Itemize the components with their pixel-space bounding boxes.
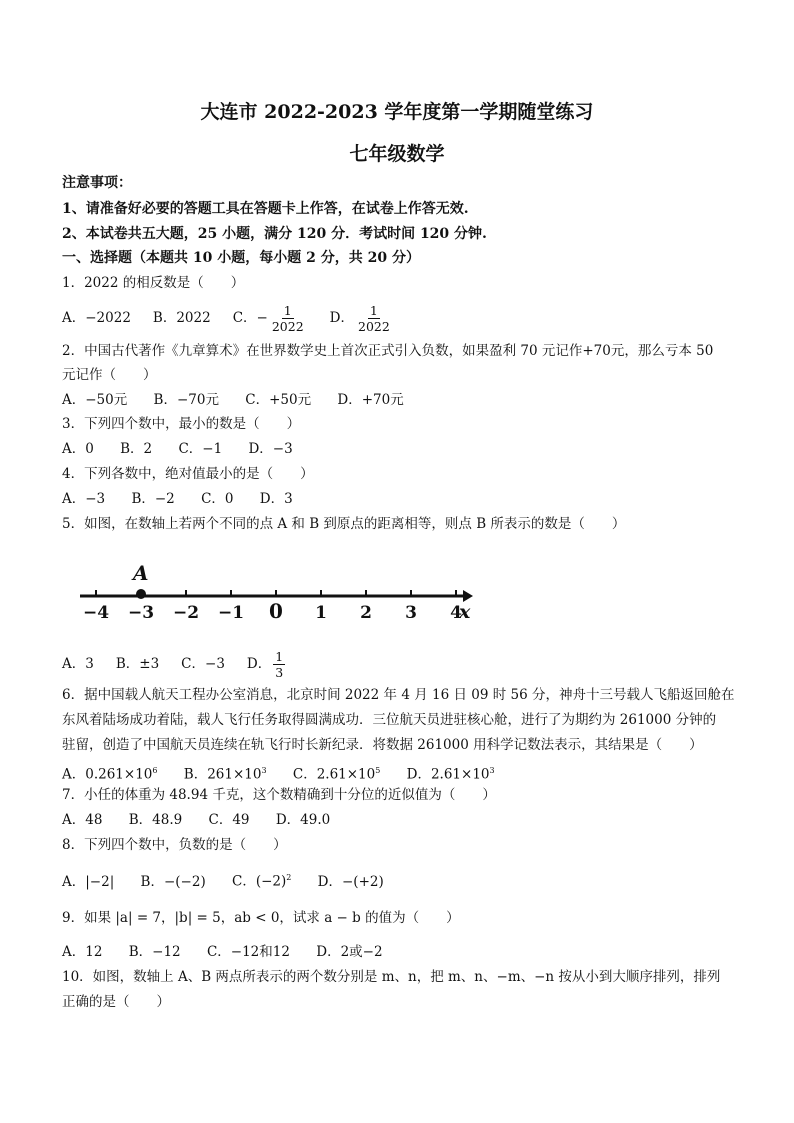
q5-option-d-prefix: D．: [246, 655, 272, 672]
q8-options: [62, 868, 742, 892]
q8-option-a: A．|−2|: [62, 873, 115, 890]
note-2: 2、本试卷共五大题，25 小题，满分 120 分．考试时间 120 分钟.: [62, 226, 487, 242]
q9-stem: 9．如果 |a| = 7，|b| = 5，ab < 0，试求 a − b 的值为（ ）: [62, 910, 460, 926]
q9-option-c: C．−12和12: [206, 944, 290, 960]
q3-options: [62, 439, 742, 459]
q8-option-d: D．−(+2): [317, 873, 384, 890]
q6-option-a: [62, 761, 157, 785]
fraction-denominator: 3: [275, 664, 284, 680]
q1-stem: 1．2022 的相反数是（ ）: [62, 275, 245, 291]
q6-option-b: [184, 761, 267, 785]
q6-option-a-exponent: 6: [152, 766, 158, 775]
q1-option-d-fraction: [356, 303, 392, 334]
q2-stem-line-1: 2．中国古代著作《九章算术》在世界数学史上首次正式引入负数，如果盈利 70 元记作+70元，那么亏本 50: [62, 343, 714, 359]
q5-option-a: A．3: [62, 656, 94, 672]
q1-option-d-prefix: D．: [329, 309, 354, 326]
q6-option-a-base: A．0.261×10: [62, 766, 153, 783]
q9-option-b: B．−12: [128, 944, 181, 960]
q8-option-b: B．−(−2): [140, 873, 206, 890]
q4-option-b: B．−2: [131, 491, 175, 507]
q7-option-a: A．48: [62, 812, 103, 828]
tick-label: 2: [360, 603, 372, 623]
tick-label: −3: [127, 603, 155, 623]
tick-label: −1: [217, 603, 245, 623]
q1-option-b: B．2022: [152, 310, 211, 326]
q6-option-b-exponent: 3: [261, 766, 267, 775]
q7-stem: 7．小任的体重为 48.94 千克，这个数精确到十分位的近似值为（ ）: [62, 787, 496, 803]
q6-option-c-exponent: 5: [375, 766, 381, 775]
q6-option-d: [407, 761, 495, 785]
page-subtitle: 七年级数学: [349, 143, 445, 165]
tick-label: 1: [315, 603, 327, 623]
q7-option-d: D．49.0: [275, 812, 331, 828]
q8-option-c: [232, 868, 291, 892]
q3-option-d: D．−3: [248, 441, 293, 457]
q6-stem-line-3: 驻留，创造了中国航天员连续在轨飞行时长新纪录．将数据 261000 用科学记数法表示，其结果是（ ）: [62, 737, 703, 753]
note-1: 1、请准备好必要的答题工具在答题卡上作答，在试卷上作答无效.: [62, 201, 469, 217]
fraction-numerator: 1: [283, 302, 292, 318]
q3-stem: 3．下列四个数中，最小的数是（ ）: [62, 416, 301, 432]
q5-option-d: [247, 649, 287, 680]
point-a-marker: [136, 589, 146, 599]
q6-option-b-base: B．261×10: [183, 766, 262, 783]
q7-option-b: B．48.9: [128, 812, 183, 828]
q10-stem-line-2: 正确的是（ ）: [62, 994, 170, 1010]
q6-option-c-base: C．2.61×10: [292, 766, 376, 783]
q4-option-d: D．3: [259, 491, 293, 507]
q8-option-c-base: C．(−2): [232, 873, 287, 890]
q5-option-d-fraction: [273, 649, 285, 680]
q1-option-c-prefix: C．−: [232, 309, 268, 326]
fraction-numerator: 1: [369, 302, 378, 318]
q2-option-d: D．+70元: [337, 392, 404, 408]
q8-stem: 8．下列四个数中，负数的是（ ）: [62, 837, 287, 853]
tick-label: 4: [450, 603, 462, 623]
q5-options: [62, 646, 742, 682]
section-1-heading: 一、选择题（本题共 10 小题，每小题 2 分，共 20 分）: [62, 250, 420, 266]
q3-option-a: A．0: [62, 441, 94, 457]
q9-option-d: D．2或−2: [316, 944, 383, 960]
tick-label: −4: [82, 603, 110, 623]
q6-option-c: [293, 761, 380, 785]
q2-option-b: B．−70元: [153, 392, 219, 408]
q4-stem: 4．下列各数中，绝对值最小的是（ ）: [62, 466, 314, 482]
q5-number-line: [75, 560, 495, 630]
q4-option-c: C．0: [201, 491, 234, 507]
tick-label: 3: [405, 603, 417, 623]
q5-option-c: C．−3: [181, 656, 225, 672]
q9-option-a: A．12: [62, 944, 103, 960]
fraction-denominator: 2022: [271, 318, 304, 334]
notes-heading: 注意事项：: [62, 175, 132, 191]
q6-options: [62, 761, 742, 785]
fraction-numerator: 1: [275, 648, 284, 664]
q4-option-a: A．−3: [62, 491, 106, 507]
q5-stem: 5．如图，在数轴上若两个不同的点 A 和 B 到原点的距离相等，则点 B 所表示的数是（ ）: [62, 516, 626, 532]
q1-options: [62, 300, 742, 336]
q1-option-d: [330, 303, 394, 334]
axis-variable-label: x: [459, 601, 471, 623]
q1-option-c-fraction: [270, 303, 306, 334]
tick-label: −2: [172, 603, 200, 623]
q5-option-b: B．±3: [115, 656, 160, 672]
point-a-label: A: [133, 561, 149, 585]
tick-label: 0: [269, 599, 283, 623]
q6-stem-line-2: 东风着陆场成功着陆，载人飞行任务取得圆满成功．三位航天员进驻核心舱，进行了为期约为 261000 分钟的: [62, 712, 717, 728]
q8-option-c-exponent: 2: [286, 873, 292, 882]
q10-stem-line-1: 10．如图，数轴上 A、B 两点所表示的两个数分别是 m、n，把 m、n、−m、−n 按从小到大顺序排列，排列: [62, 969, 721, 985]
fraction-denominator: 2022: [358, 318, 390, 334]
q4-options: [62, 489, 742, 509]
q1-option-c: [233, 303, 308, 334]
q2-option-c: C．+50元: [245, 392, 312, 408]
q3-option-b: B．2: [120, 441, 153, 457]
q9-options: [62, 942, 742, 962]
q2-stem-line-2: 元记作（ ）: [62, 367, 157, 383]
page-title: 大连市 2022-2023 学年度第一学期随堂练习: [200, 101, 594, 123]
q2-option-a: A．−50元: [62, 392, 128, 408]
q7-options: [62, 810, 742, 830]
q7-option-c: C．49: [208, 812, 250, 828]
q3-option-c: C．−1: [178, 441, 223, 457]
q6-option-d-base: D．2.61×10: [406, 766, 490, 783]
q2-options: [62, 390, 742, 410]
q6-option-d-exponent: 3: [489, 766, 495, 775]
q6-stem-line-1: 6．据中国载人航天工程办公室消息，北京时间 2022 年 4 月 16 日 09 时 56 分，神舟十三号载人飞船返回舱在: [62, 687, 735, 703]
q1-option-a: A．−2022: [62, 310, 131, 326]
